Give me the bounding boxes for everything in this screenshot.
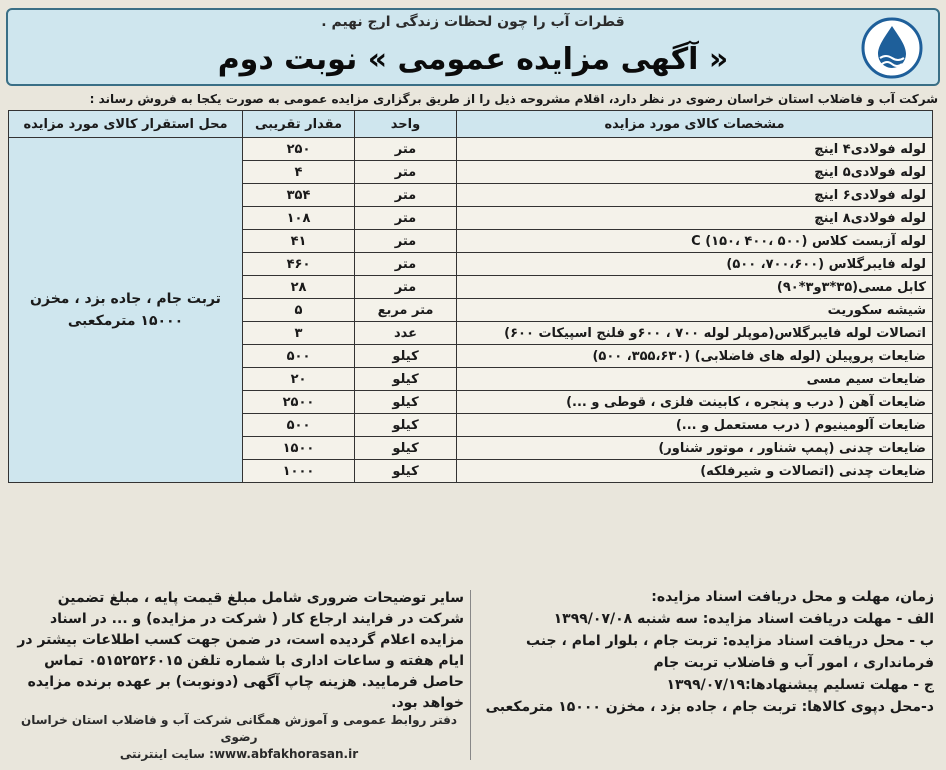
item-unit: عدد bbox=[355, 322, 457, 345]
item-description: لوله فولادی۶ اینچ bbox=[457, 184, 933, 207]
section-divider bbox=[470, 590, 471, 760]
item-description: کابل مسی(۳۵*۳و۳*۹۰) bbox=[457, 276, 933, 299]
pr-office-name: دفتر روابط عمومی و آموزش همگانی شرکت آب و فاضلاب استان خراسان رضوی bbox=[20, 713, 458, 744]
item-description: ضایعات آهن ( درب و پنجره ، کابینت فلزی ، قوطی و ...) bbox=[457, 391, 933, 414]
header-location: محل استقرار کالای مورد مزایده bbox=[9, 111, 243, 138]
water-company-logo-icon bbox=[860, 16, 924, 80]
item-description: ضایعات چدنی (پمپ شناور ، موتور شناور) bbox=[457, 437, 933, 460]
item-unit: متر bbox=[355, 276, 457, 299]
item-description: ضایعات پروپیلن (لوله های فاضلابی) (۳۵۵،۶۳۰، ۵۰۰) bbox=[457, 345, 933, 368]
item-quantity: ۲۰ bbox=[243, 368, 355, 391]
item-unit: کیلو bbox=[355, 391, 457, 414]
slogan: قطرات آب را چون لحظات زندگی ارج نهیم . bbox=[321, 14, 625, 30]
item-description: ضایعات سیم مسی bbox=[457, 368, 933, 391]
item-quantity: ۳ bbox=[243, 322, 355, 345]
auction-items-table bbox=[8, 110, 933, 483]
item-unit: کیلو bbox=[355, 368, 457, 391]
item-description: لوله فولادی۵ اینچ bbox=[457, 161, 933, 184]
item-quantity: ۱۰۰۰ bbox=[243, 460, 355, 483]
item-description: لوله فایبرگلاس (۷۰۰،۶۰۰، ۵۰۰) bbox=[457, 253, 933, 276]
item-quantity: ۲۸ bbox=[243, 276, 355, 299]
item-quantity: ۲۵۰۰ bbox=[243, 391, 355, 414]
intro-text: شرکت آب و فاضلاب استان خراسان رضوی در نظر دارد، اقلام مشروحه ذیل را از طریق برگزاری مزایده عمومی به صورت یکجا به فروش رساند : bbox=[89, 92, 938, 106]
header-qty: مقدار تقریبی bbox=[243, 111, 355, 138]
item-description: لوله فولادی۴ اینچ bbox=[457, 138, 933, 161]
item-quantity: ۲۵۰ bbox=[243, 138, 355, 161]
table-row bbox=[9, 138, 933, 161]
item-description: شیشه سکوریت bbox=[457, 299, 933, 322]
item-quantity: ۴۱ bbox=[243, 230, 355, 253]
schedule-line-c: ج - مهلت تسلیم پیشنهادها:۱۳۹۹/۰۷/۱۹ bbox=[666, 677, 934, 693]
item-quantity: ۵ bbox=[243, 299, 355, 322]
item-unit: متر مربع bbox=[355, 299, 457, 322]
item-quantity: ۱۵۰۰ bbox=[243, 437, 355, 460]
pr-office-section bbox=[14, 712, 464, 763]
item-description: ضایعات آلومینیوم ( درب مستعمل و ...) bbox=[457, 414, 933, 437]
item-unit: متر bbox=[355, 230, 457, 253]
ad-headline: « آگهی مزایده عمومی » نوبت دوم bbox=[217, 42, 729, 77]
header-unit: واحد bbox=[355, 111, 457, 138]
notes-text: سایر توضیحات ضروری شامل مبلغ قیمت پایه ، مبلغ تضمین شرکت در فرایند ارجاع کار ( شرکت در مزایده) و ... در اسناد مزایده اعلام گردیده است، در ضمن جهت کسب اطلاعات بیشتر در ایام هفته و ساعات اداری با شماره تلفن ۰۵۱۵۲۵۲۶۰۱۵ تماس حاصل فرمایید. هزینه چاپ آگهی (دونوبت) بر عهده برنده مزایده خواهد بود. bbox=[17, 590, 464, 711]
schedule-section bbox=[484, 586, 934, 718]
website-link[interactable]: www.abfakhorasan.ir: سایت اینترنتی bbox=[119, 747, 359, 761]
schedule-line-d: د-محل دپوی کالاها: تربت جام ، جاده بزد ، مخزن ۱۵۰۰۰ مترمکعبی bbox=[485, 699, 934, 715]
schedule-line-b: ب - محل دریافت اسناد مزایده: تربت جام ، بلوار امام ، جنب فرمانداری ، امور آب و فاضلاب تربت جام bbox=[526, 633, 934, 671]
table-header-row bbox=[9, 111, 933, 138]
schedule-title: زمان، مهلت و محل دریافت اسناد مزایده: bbox=[651, 589, 934, 605]
item-quantity: ۴۶۰ bbox=[243, 253, 355, 276]
item-unit: کیلو bbox=[355, 345, 457, 368]
item-description: لوله آزبست کلاس C (۱۵۰، ۴۰۰، ۵۰۰) bbox=[457, 230, 933, 253]
item-quantity: ۴ bbox=[243, 161, 355, 184]
item-description: اتصالات لوله فایبرگلاس(موپلر لوله ۷۰۰ ، ۶۰۰و فلنج اسپیکات ۶۰۰) bbox=[457, 322, 933, 345]
schedule-line-a: الف - مهلت دریافت اسناد مزایده: سه شنبه ۱۳۹۹/۰۷/۰۸ bbox=[553, 611, 934, 627]
storage-location: تربت جام ، جاده بزد ، مخزن ۱۵۰۰۰ مترمکعبی bbox=[9, 138, 243, 483]
item-quantity: ۳۵۴ bbox=[243, 184, 355, 207]
item-unit: کیلو bbox=[355, 414, 457, 437]
item-unit: متر bbox=[355, 138, 457, 161]
notes-section bbox=[14, 588, 464, 714]
item-quantity: ۱۰۸ bbox=[243, 207, 355, 230]
item-description: ضایعات چدنی (اتصالات و شیرفلکه) bbox=[457, 460, 933, 483]
item-unit: متر bbox=[355, 207, 457, 230]
item-quantity: ۵۰۰ bbox=[243, 345, 355, 368]
item-unit: متر bbox=[355, 161, 457, 184]
item-quantity: ۵۰۰ bbox=[243, 414, 355, 437]
header-desc: مشخصات کالای مورد مزایده bbox=[457, 111, 933, 138]
item-unit: کیلو bbox=[355, 460, 457, 483]
item-unit: متر bbox=[355, 184, 457, 207]
item-unit: کیلو bbox=[355, 437, 457, 460]
header-banner bbox=[6, 8, 940, 86]
item-unit: متر bbox=[355, 253, 457, 276]
item-description: لوله فولادی۸ اینچ bbox=[457, 207, 933, 230]
